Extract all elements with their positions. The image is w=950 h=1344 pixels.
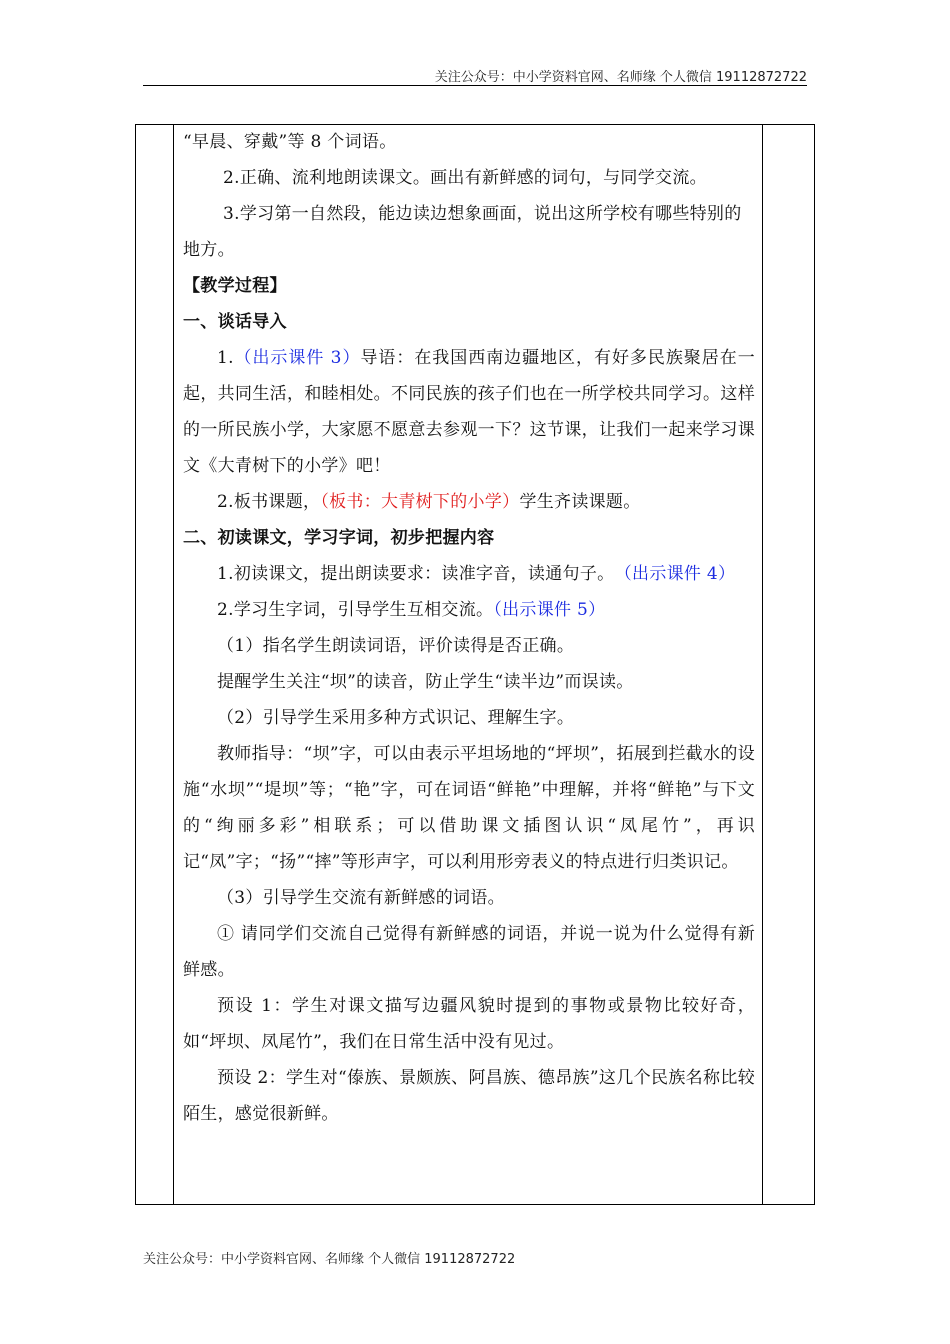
lesson-content: [183, 124, 755, 1132]
preset-1: 预设 1：学生对课文描写边疆风貌时提到的事物或景物比较好奇，如“坪坝、凤尾竹”，我们在日常生活中没有见过。: [183, 996, 755, 1052]
step-1-note: 提醒学生关注“坝”的读音，防止学生“读半边”而误读。: [217, 672, 634, 692]
step-3-task: ① 请同学们交流自己觉得有新鲜感的词语，并说一说为什么觉得有新鲜感。: [183, 924, 755, 980]
section-title: 【教学过程】: [183, 276, 287, 296]
step-3: （3）引导学生交流有新鲜感的词语。: [217, 888, 505, 908]
goal-2: 2.正确、流利地朗读课文。画出有新鲜感的词句，与同学交流。: [223, 168, 707, 188]
teacher-guidance: 教师指导：“坝”字，可以由表示平坦场地的“坪坝”，拓展到拦截水的设施“水坝”“堤坝”等；“艳”字，可在词语“鲜艳”中理解，并将“鲜艳”与下文的“绚丽多彩”相联系；可以借助课文插图认识“凤尾竹”，再识记“凤”字；“扬”“摔”等形声字，可以利用形旁表义的特点进行归类识记。: [183, 744, 755, 872]
courseware-tag: （出示课件 5）: [493, 600, 606, 620]
paragraph-first-read-text: 1.初读课文，提出朗读要求：读准字音，读通句子。: [217, 564, 624, 584]
step-1: （1）指名学生朗读词语，评价读得是否正确。: [217, 636, 575, 656]
page-footer: 关注公众号：中小学资料官网、名师缘 个人微信 19112872722: [143, 1252, 516, 1267]
paragraph-vocab-text: 2.学习生字词，引导学生互相交流。: [217, 600, 494, 620]
paragraph-first-read: [183, 556, 755, 592]
paragraph-vocab: [183, 592, 755, 628]
paragraph-board-suffix: 学生齐读课题。: [519, 492, 641, 512]
board-writing-tag: （板书：大青树下的小学）: [320, 492, 520, 512]
part-2-title: 二、初读课文，学习字词，初步把握内容: [183, 528, 495, 548]
paragraph-intro-text: 导语：在我国西南边疆地区，有好多民族聚居在一起，共同生活，和睦相处。不同民族的孩子们也在一所学校共同学习。这样的一所民族小学，大家愿不愿意去参观一下？这节课，让我们一起来学习课文《大青树下的小学》吧！: [183, 348, 755, 476]
table-right-column-divider: [762, 125, 763, 1204]
header-divider: [143, 85, 807, 86]
paragraph-intro: [183, 340, 755, 484]
page-header: 关注公众号：中小学资料官网、名师缘 个人微信 19112872722: [434, 70, 807, 85]
goal-1-tail: “早晨、穿戴”等 8 个词语。: [183, 132, 397, 152]
preset-2: 预设 2：学生对“傣族、景颇族、阿昌族、德昂族”这几个民族名称比较陌生，感觉很新鲜。: [183, 1068, 755, 1124]
paragraph-board-prefix: 2.板书课题，: [217, 492, 321, 512]
paragraph-board-title: [183, 484, 755, 520]
courseware-tag: （出示课件 4）: [623, 564, 736, 584]
step-2: （2）引导学生采用多种方式识记、理解生字。: [217, 708, 575, 728]
goal-3: 3.学习第一自然段，能边读边想象画面，说出这所学校有哪些特别的地方。: [183, 204, 742, 260]
paragraph-intro-number: 1.: [217, 348, 234, 368]
courseware-tag: （出示课件 3）: [233, 348, 361, 368]
part-1-title: 一、谈话导入: [183, 312, 287, 332]
table-left-column-divider: [173, 125, 174, 1204]
